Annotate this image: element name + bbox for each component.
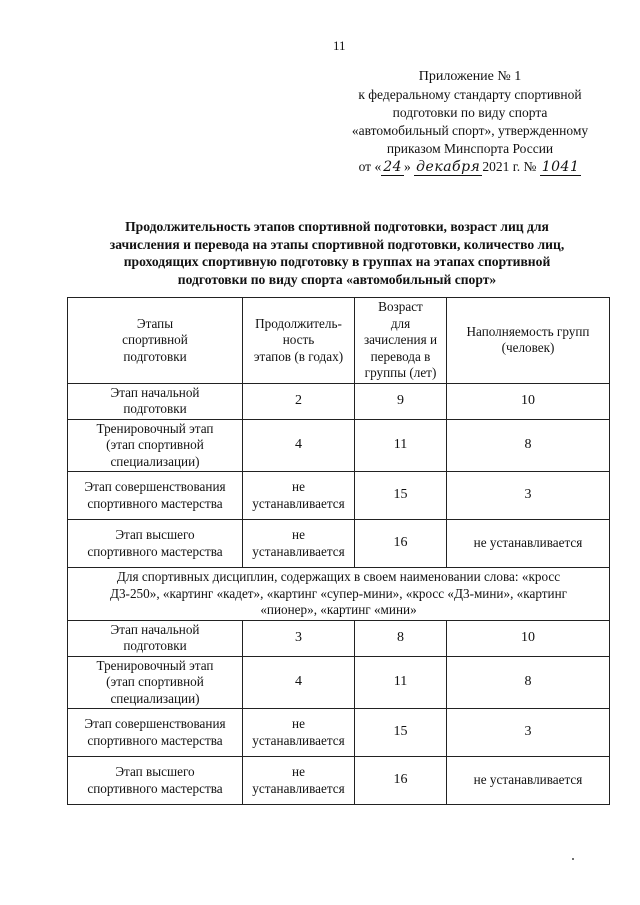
heading-line: зачисления и перевода на этапы спортивной подготовки, количество лиц, — [109, 236, 565, 252]
disciplines-note: Для спортивных дисциплин, содержащих в своем наименовании слова: «кросс Д3-250», «картинг «кадет», «картинг «супер-мини», «кросс «Д3-мини», «картинг «пионер», «картинг «мини» — [68, 568, 610, 621]
group-size-cell: 3 — [447, 472, 610, 520]
appendix-title: Приложение № 1 — [418, 69, 522, 84]
group-size-cell: не устанавливается — [447, 757, 610, 805]
age-cell: 9 — [355, 383, 447, 419]
duration-cell: не устанавливается — [243, 520, 355, 568]
table-row — [68, 383, 610, 419]
heading-line: Продолжительность этапов спортивной подготовки, возраст лиц для — [125, 219, 549, 234]
age-cell: 15 — [355, 472, 447, 520]
stage-cell: Этап совершенствования спортивного мастерства — [68, 709, 243, 757]
table-row — [68, 656, 610, 709]
table-row — [68, 709, 610, 757]
duration-cell: не устанавливается — [243, 709, 355, 757]
document-heading — [70, 218, 604, 288]
handwritten-day: 24 — [383, 159, 403, 175]
group-size-cell: 8 — [447, 656, 610, 709]
group-size-cell: 3 — [447, 709, 610, 757]
appendix-date-line — [330, 158, 610, 176]
appendix-line: приказом Минспорта России — [386, 141, 554, 156]
stage-cell: Этап начальной подготовки — [68, 383, 243, 419]
appendix-line: подготовки по виду спорта — [392, 105, 548, 120]
page-number: 11 — [333, 38, 346, 53]
table-row — [68, 757, 610, 805]
duration-cell: 4 — [243, 419, 355, 472]
stage-cell: Этап начальной подготовки — [68, 620, 243, 656]
appendix-line: к федеральному стандарту спортивной — [358, 87, 582, 102]
appendix-line: «автомобильный спорт», утвержденному — [351, 123, 589, 138]
scan-speck — [572, 858, 574, 860]
column-header-group-size: Наполняемость групп (человек) — [447, 298, 610, 384]
heading-line: подготовки по виду спорта «автомобильный спорт» — [177, 271, 497, 287]
table-header-row — [68, 298, 610, 384]
age-cell: 8 — [355, 620, 447, 656]
handwritten-number: 1041 — [541, 159, 580, 175]
column-header-stages: Этапы спортивной подготовки — [68, 298, 243, 384]
stage-cell: Тренировочный этап (этап спортивной специализации) — [68, 419, 243, 472]
table-row — [68, 419, 610, 472]
duration-cell: 3 — [243, 620, 355, 656]
table-note-row — [68, 568, 610, 621]
duration-cell: не устанавливается — [243, 472, 355, 520]
date-year: 2021 г. № — [482, 159, 540, 174]
date-mid: » — [404, 159, 415, 174]
stage-cell: Этап высшего спортивного мастерства — [68, 757, 243, 805]
stage-cell: Тренировочный этап (этап спортивной специализации) — [68, 656, 243, 709]
table-row — [68, 472, 610, 520]
age-cell: 15 — [355, 709, 447, 757]
age-cell: 16 — [355, 757, 447, 805]
handwritten-month: декабря — [416, 159, 481, 175]
duration-cell: не устанавливается — [243, 757, 355, 805]
group-size-cell: 10 — [447, 620, 610, 656]
group-size-cell: 8 — [447, 419, 610, 472]
group-size-cell: 10 — [447, 383, 610, 419]
duration-cell: 2 — [243, 383, 355, 419]
heading-line: проходящих спортивную подготовку в группах на этапах спортивной — [123, 254, 551, 269]
appendix-block — [330, 68, 610, 176]
table-row — [68, 620, 610, 656]
stage-cell: Этап высшего спортивного мастерства — [68, 520, 243, 568]
age-cell: 11 — [355, 419, 447, 472]
table-row — [68, 520, 610, 568]
age-cell: 11 — [355, 656, 447, 709]
duration-cell: 4 — [243, 656, 355, 709]
group-size-cell: не устанавливается — [447, 520, 610, 568]
column-header-duration: Продолжитель- ность этапов (в годах) — [243, 298, 355, 384]
training-stages-table — [67, 297, 610, 805]
age-cell: 16 — [355, 520, 447, 568]
date-prefix: от « — [358, 159, 382, 174]
column-header-age: Возраст для зачисления и перевода в группы (лет) — [355, 298, 447, 384]
stage-cell: Этап совершенствования спортивного мастерства — [68, 472, 243, 520]
